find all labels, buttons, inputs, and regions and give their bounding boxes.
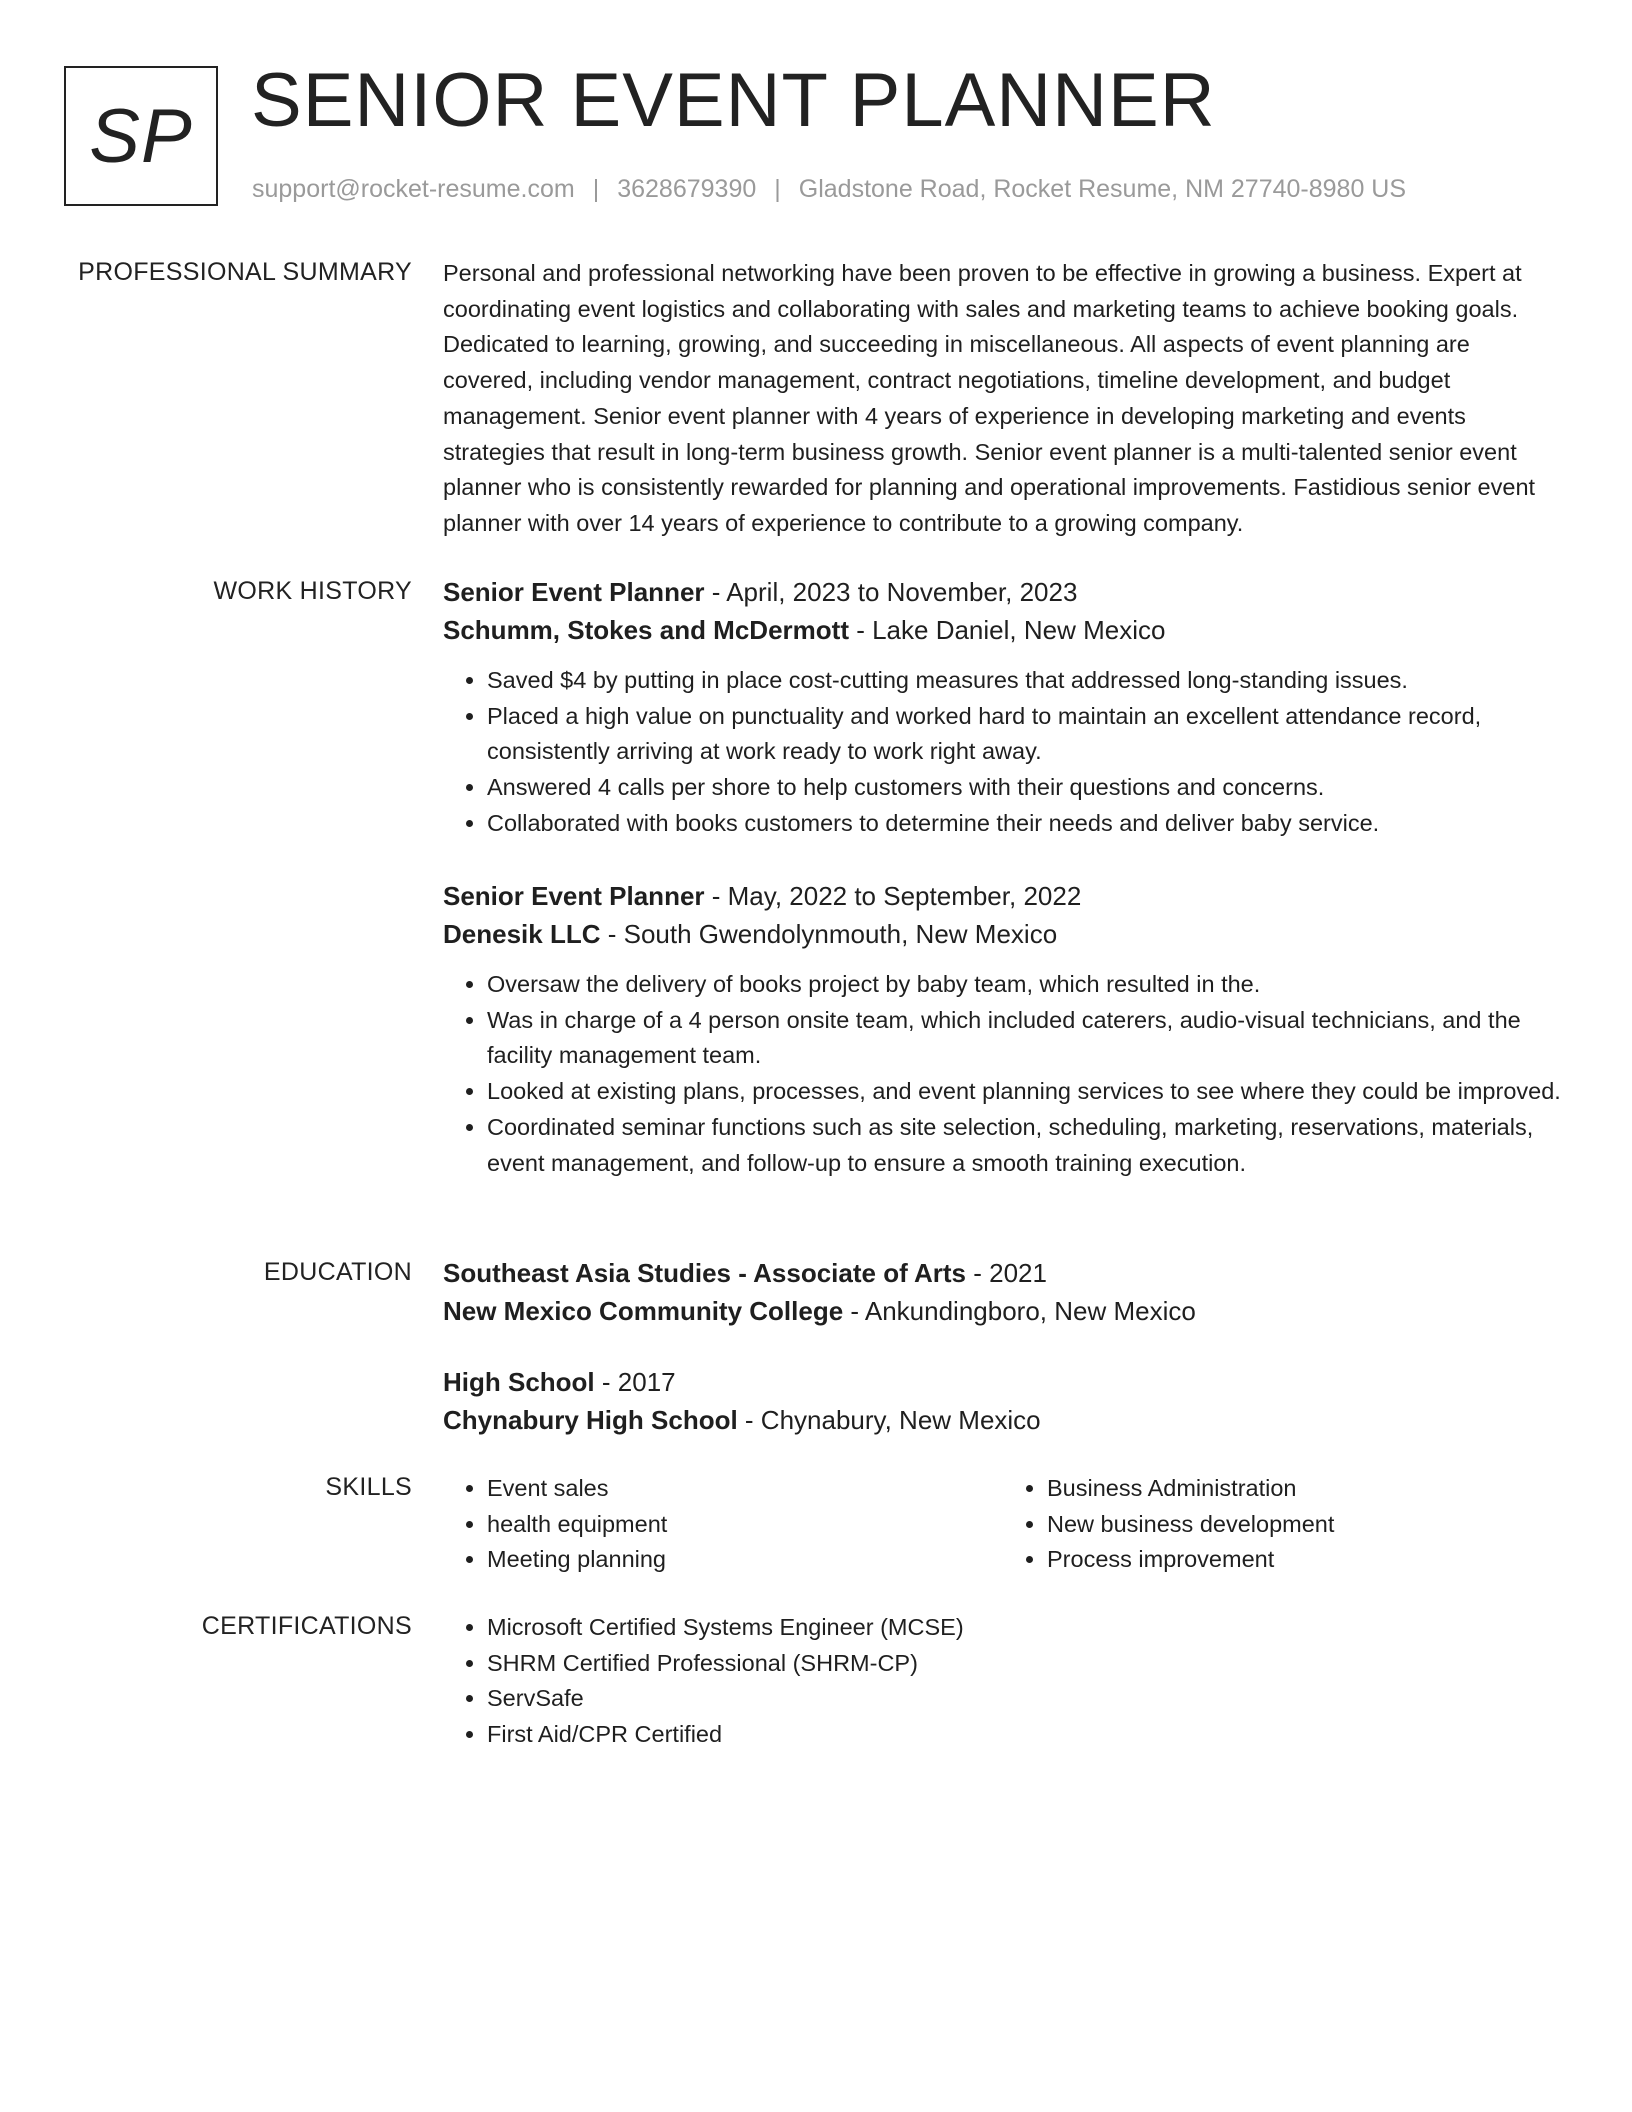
edu-degree-line — [443, 1363, 1563, 1401]
list-item: • Process improvement — [1047, 1542, 1563, 1578]
edu-school-line — [443, 1292, 1563, 1330]
job-dates: - May, 2022 to September, 2022 — [704, 881, 1082, 911]
list-item: • Oversaw the delivery of books project by baby team, which resulted in the. — [487, 967, 1563, 1003]
section-title-summary: PROFESSIONAL SUMMARY — [78, 258, 412, 286]
skills-column — [443, 1471, 1003, 1578]
skills-section — [443, 1471, 1563, 1578]
job-company: Denesik LLC — [443, 919, 601, 949]
list-item: • SHRM Certified Professional (SHRM-CP) — [487, 1646, 1563, 1682]
contact-separator: | — [774, 175, 781, 203]
contact-address: Gladstone Road, Rocket Resume, NM 27740-8980 US — [798, 175, 1407, 203]
job-role: Senior Event Planner — [443, 577, 705, 607]
list-item: • Business Administration — [1047, 1471, 1563, 1507]
summary-section — [443, 256, 1563, 542]
edu-school-line — [443, 1401, 1563, 1439]
monogram-logo: SP — [64, 66, 218, 206]
job-role: Senior Event Planner — [443, 881, 705, 911]
edu-degree: High School — [443, 1367, 595, 1397]
edu-school: New Mexico Community College — [443, 1296, 844, 1326]
section-title-work-history: WORK HISTORY — [213, 577, 412, 605]
job-location: - Lake Daniel, New Mexico — [848, 615, 1166, 645]
edu-school: Chynabury High School — [443, 1405, 738, 1435]
job-company: Schumm, Stokes and McDermott — [443, 615, 849, 645]
list-item: • Collaborated with books customers to determine their needs and deliver baby service. — [487, 806, 1563, 842]
list-item: • New business development — [1047, 1507, 1563, 1543]
section-title-skills: SKILLS — [325, 1473, 412, 1501]
education-entry — [443, 1363, 1563, 1439]
edu-degree: Southeast Asia Studies - Associate of Arts — [443, 1258, 967, 1288]
job-entry — [443, 877, 1563, 1181]
job-location: - South Gwendolynmouth, New Mexico — [600, 919, 1058, 949]
list-item: • ServSafe — [487, 1681, 1563, 1717]
job-entry — [443, 573, 1563, 842]
job-bullets — [443, 967, 1563, 1181]
page-title: SENIOR EVENT PLANNER — [251, 58, 1216, 143]
edu-degree-line — [443, 1254, 1563, 1292]
list-item: • health equipment — [487, 1507, 1003, 1543]
list-item: • Event sales — [487, 1471, 1003, 1507]
list-item: • Looked at existing plans, processes, and event planning services to see where they could be improved. — [487, 1074, 1563, 1110]
list-item: • Was in charge of a 4 person onsite team, which included caterers, audio-visual technicians, and the facility management team. — [487, 1003, 1563, 1074]
job-company-line — [443, 611, 1563, 649]
edu-location: - Chynabury, New Mexico — [737, 1405, 1041, 1435]
list-item: • Microsoft Certified Systems Engineer (MCSE) — [487, 1610, 1563, 1646]
education-entry — [443, 1254, 1563, 1330]
contact-email: support@rocket-resume.com — [252, 175, 575, 203]
skills-column — [1003, 1471, 1563, 1578]
job-dates: - April, 2023 to November, 2023 — [704, 577, 1078, 607]
contact-separator: | — [592, 175, 600, 203]
edu-year: - 2021 — [966, 1258, 1047, 1288]
job-title-line — [443, 877, 1563, 915]
list-item: • Meeting planning — [487, 1542, 1003, 1578]
certifications-section — [443, 1610, 1563, 1753]
certifications-list — [443, 1610, 1563, 1753]
section-title-education: EDUCATION — [263, 1258, 412, 1286]
list-item: • Placed a high value on punctuality and worked hard to maintain an excellent attendance record, consistently arriving at work ready to work right away. — [487, 699, 1563, 770]
list-item: • Saved $4 by putting in place cost-cutting measures that addressed long-standing issues. — [487, 663, 1563, 699]
list-item: • Answered 4 calls per shore to help customers with their questions and concerns. — [487, 770, 1563, 806]
summary-text: Personal and professional networking have been proven to be effective in growing a business. Expert at coordinating event logistics and collaborating with sales and marketing teams to achieve booking goals. Dedicated to learning, growing, and succeeding in miscellaneous. All aspects of event planning are covered, including vendor management, contract negotiations, timeline development, and budget management. Senior event planner with 4 years of experience in developing marketing and events strategies that result in long-term business growth. Senior event planner is a multi-talented senior event planner who is consistently rewarded for planning and operational improvements. Fastidious senior event planner with over 14 years of experience to contribute to a growing company. — [443, 260, 1536, 536]
contact-phone: 3628679390 — [617, 175, 757, 203]
job-bullets — [443, 663, 1563, 842]
list-item: • Coordinated seminar functions such as site selection, scheduling, marketing, reservations, materials, event management, and follow-up to ensure a smooth training execution. — [487, 1110, 1563, 1181]
contact-line — [252, 172, 1406, 206]
section-title-certifications: CERTIFICATIONS — [201, 1612, 412, 1640]
edu-location: - Ankundingboro, New Mexico — [843, 1296, 1196, 1326]
edu-year: - 2017 — [594, 1367, 676, 1397]
job-title-line — [443, 573, 1563, 611]
job-company-line — [443, 915, 1563, 953]
list-item: • First Aid/CPR Certified — [487, 1717, 1563, 1753]
